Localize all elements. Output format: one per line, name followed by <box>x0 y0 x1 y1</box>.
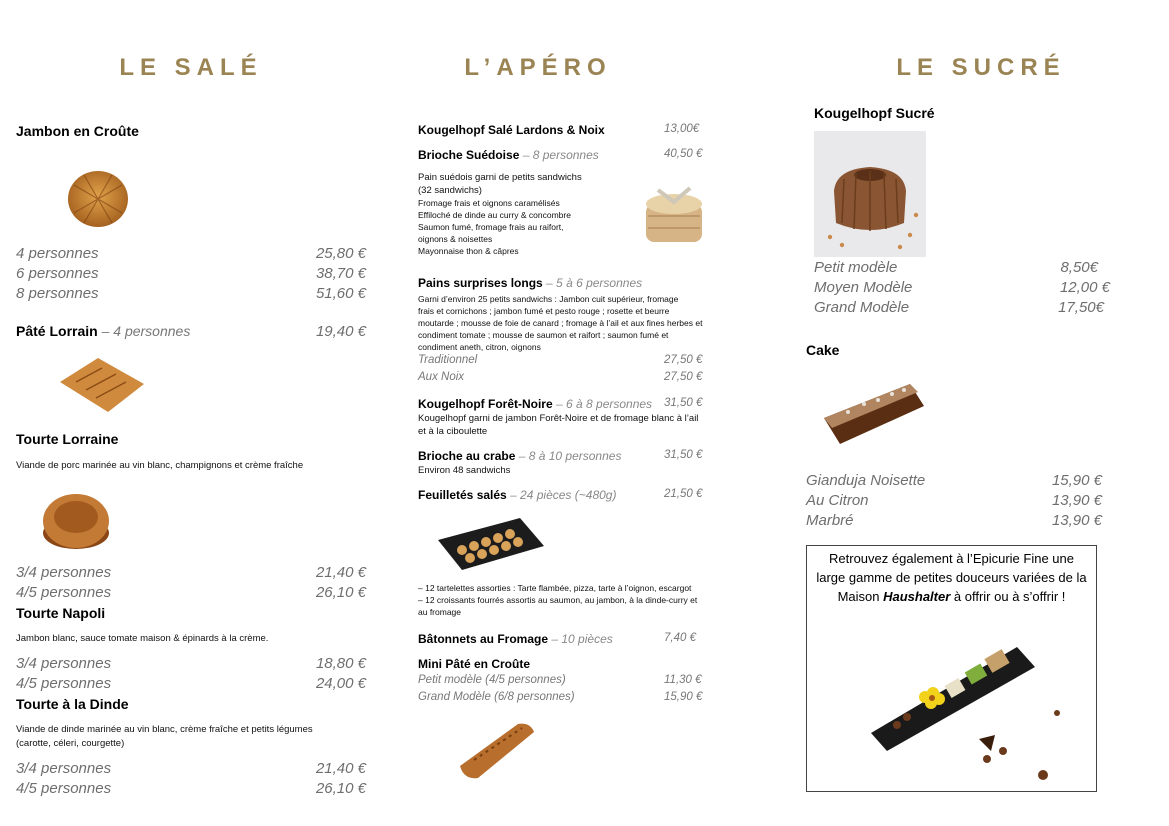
price-label: Grand Modèle (6/8 personnes) <box>418 691 575 703</box>
section-heading-apero: L’APÉRO <box>464 54 612 81</box>
brioche-suedoise-photo <box>638 176 710 250</box>
price-value: 18,80 € <box>315 655 366 672</box>
price-label: Au Citron <box>806 492 869 509</box>
epicurie-fine-text <box>813 549 1090 606</box>
description-line: condiment aneth, citron, oignons <box>418 342 541 352</box>
title-sub: – 5 à 6 personnes <box>542 276 643 290</box>
product-title-batonnets <box>418 632 613 646</box>
product-title-brioche-crabe <box>418 449 621 463</box>
price-value: 13,90 € <box>1051 492 1102 509</box>
price-label: Petit modèle <box>814 259 898 276</box>
description-line: Pain suédois garni de petits sandwichs <box>418 172 582 183</box>
title-text: Bâtonnets au Fromage <box>418 632 549 646</box>
product-title-pate-lorrain <box>16 323 190 339</box>
price-row <box>16 780 366 800</box>
price-label: Petit modèle (4/5 personnes) <box>418 674 566 686</box>
price-row <box>806 512 1102 532</box>
price-row <box>16 760 366 780</box>
title-text: Kougelhopf Forêt-Noire <box>418 397 553 411</box>
kougelhopf-photo <box>814 131 926 257</box>
mini-pate-photo <box>448 712 558 786</box>
title-text: Feuilletés salés <box>418 488 507 502</box>
product-title-tourte-napoli: Tourte Napoli <box>16 605 106 621</box>
title-sub: – 24 pièces (~480g) <box>506 488 617 502</box>
product-title-feuilletes-sales <box>418 488 616 502</box>
feuilletes-description <box>418 582 718 618</box>
column-sucre <box>806 0 1116 826</box>
product-description: Jambon blanc, sauce tomate maison & épinards à la crème. <box>16 633 269 644</box>
feuilletes-photo <box>432 512 552 576</box>
brioche-suedoise-description <box>418 172 628 257</box>
description-line: Saumon fumé, fromage frais au raifort, <box>418 222 564 232</box>
product-title-tourte-lorraine: Tourte Lorraine <box>16 431 119 447</box>
price-value: 13,90 € <box>1051 512 1102 529</box>
price-value: 7,40 € <box>664 632 696 644</box>
product-description: Environ 48 sandwichs <box>418 465 511 476</box>
price-label: Aux Noix <box>418 371 465 383</box>
description-line: moutarde ; mousse de foie de canard ; fromage à l’ail et aux fines herbes et <box>418 318 703 328</box>
section-heading-sale: LE SALÉ <box>119 54 263 81</box>
price-row <box>16 584 366 604</box>
chocolate-box-photo <box>867 641 1067 786</box>
price-label: Gianduja Noisette <box>806 472 926 489</box>
price-value: 8,50€ <box>1060 259 1098 276</box>
title-text: Pains surprises longs <box>418 276 543 290</box>
title-text: Brioche au crabe <box>418 449 516 463</box>
price-row <box>806 492 1102 512</box>
cake-photo <box>818 372 930 460</box>
title-text: Brioche Suédoise <box>418 148 520 162</box>
price-value: 12,00 € <box>1059 279 1110 296</box>
price-value: 24,00 € <box>315 675 366 692</box>
title-sub: – 8 personnes <box>519 148 599 162</box>
brand-name: Haushalter <box>883 589 951 604</box>
description-line: – 12 croissants fourrés assortis au saumon, au jambon, à la dinde-curry et <box>418 595 698 605</box>
jambon-croute-photo <box>34 155 154 235</box>
product-title-jambon: Jambon en Croûte <box>16 123 139 139</box>
price-label: Moyen Modèle <box>814 279 913 296</box>
price-value: 26,10 € <box>315 584 366 601</box>
product-title-tourte-dinde: Tourte à la Dinde <box>16 696 129 712</box>
product-title-pains-surprises <box>418 276 642 290</box>
price-value: 27,50 € <box>664 371 703 383</box>
section-heading-sucre: LE SUCRÉ <box>896 54 1066 81</box>
price-value: 31,50 € <box>664 397 703 409</box>
column-sale <box>16 0 366 826</box>
product-title-kougelhopf-sale: Kougelhopf Salé Lardons & Noix <box>418 123 605 137</box>
pate-lorrain-photo <box>46 352 156 418</box>
title-text: Pâté Lorrain <box>16 323 98 339</box>
description-line: Effiloché de dinde au curry & concombre <box>418 210 571 220</box>
price-value: 13,00€ <box>664 123 700 135</box>
title-sub: – 10 pièces <box>548 632 613 646</box>
price-value: 25,80 € <box>315 245 366 262</box>
price-label: 3/4 personnes <box>16 760 112 777</box>
product-title-cake: Cake <box>806 342 840 358</box>
price-value: 19,40 € <box>315 323 366 340</box>
price-row <box>16 564 366 584</box>
product-description: (carotte, céleri, courgette) <box>16 738 125 749</box>
price-value: 51,60 € <box>315 285 366 302</box>
price-label: 4/5 personnes <box>16 584 112 601</box>
price-value: 40,50 € <box>664 148 703 160</box>
price-row <box>16 285 366 305</box>
title-sub: – 4 personnes <box>97 323 191 339</box>
price-value: 17,50€ <box>1058 299 1104 316</box>
price-value: 27,50 € <box>664 354 703 366</box>
product-title-mini-pate: Mini Pâté en Croûte <box>418 657 531 671</box>
price-value: 21,40 € <box>315 564 366 581</box>
tourte-lorraine-photo <box>40 487 140 557</box>
epicurie-fine-box <box>806 545 1097 792</box>
description-line: (32 sandwichs) <box>418 184 482 196</box>
product-title-kougelhopf-sucre: Kougelhopf Sucré <box>814 105 935 121</box>
price-value: 15,90 € <box>664 691 703 703</box>
description-line: au fromage <box>418 607 461 617</box>
product-description: et à la ciboulette <box>418 426 488 437</box>
box-text: Retrouvez également à l’Epicurie Fine une large gamme de petites douceurs variées de la Maison <box>816 551 1087 604</box>
title-sub: – 6 à 8 personnes <box>552 397 653 411</box>
description-line: condiment tomate ; mousse de saumon et raifort ; saumon fumé et <box>418 330 669 340</box>
price-row <box>16 265 366 285</box>
description-line: frais et cornichons ; jambon fumé et pesto rouge ; rosette et beurre <box>418 306 670 316</box>
product-title-kougelhopf-foret-noire <box>418 397 652 411</box>
price-value: 31,50 € <box>664 449 703 461</box>
price-value: 38,70 € <box>315 265 366 282</box>
description-line: Garni d’environ 25 petits sandwichs : Jambon cuit supérieur, fromage <box>418 294 679 304</box>
product-description: Viande de porc marinée au vin blanc, champignons et crème fraîche <box>16 460 304 471</box>
price-row <box>814 259 1110 279</box>
price-label: Traditionnel <box>418 354 478 366</box>
description-line: Fromage frais et oignons caramélisés <box>418 198 560 208</box>
price-label: 3/4 personnes <box>16 655 112 672</box>
description-line: oignons & noisettes <box>418 234 493 244</box>
price-label: Grand Modèle <box>814 299 910 316</box>
description-line: Mayonnaise thon & câpres <box>418 246 519 256</box>
price-label: Marbré <box>806 512 854 529</box>
price-row <box>16 655 366 675</box>
price-value: 11,30 € <box>664 674 702 686</box>
price-value: 21,50 € <box>664 488 703 500</box>
pains-surprises-description <box>418 293 718 353</box>
price-label: 8 personnes <box>16 285 99 302</box>
price-row <box>246 323 366 343</box>
price-row <box>814 279 1110 299</box>
price-value: 21,40 € <box>315 760 366 777</box>
price-row <box>814 299 1110 319</box>
price-label: 4/5 personnes <box>16 675 112 692</box>
product-description: Kougelhopf garni de jambon Forêt-Noire et de fromage blanc à l’ail <box>418 413 699 424</box>
price-row <box>16 675 366 695</box>
title-sub: – 8 à 10 personnes <box>515 449 622 463</box>
price-row <box>806 472 1102 492</box>
column-apero <box>418 0 718 826</box>
price-value: 15,90 € <box>1051 472 1102 489</box>
price-label: 4 personnes <box>16 245 99 262</box>
description-line: – 12 tartelettes assorties : Tarte flambée, pizza, tarte à l’oignon, escargot <box>418 583 692 593</box>
price-label: 4/5 personnes <box>16 780 112 797</box>
box-text: à offrir ou à s’offrir ! <box>950 589 1066 604</box>
product-title-brioche-suedoise <box>418 148 599 162</box>
price-label: 3/4 personnes <box>16 564 112 581</box>
product-description: Viande de dinde marinée au vin blanc, crème fraîche et petits légumes <box>16 724 313 735</box>
price-label: 6 personnes <box>16 265 99 282</box>
price-row <box>16 245 366 265</box>
price-value: 26,10 € <box>315 780 366 797</box>
